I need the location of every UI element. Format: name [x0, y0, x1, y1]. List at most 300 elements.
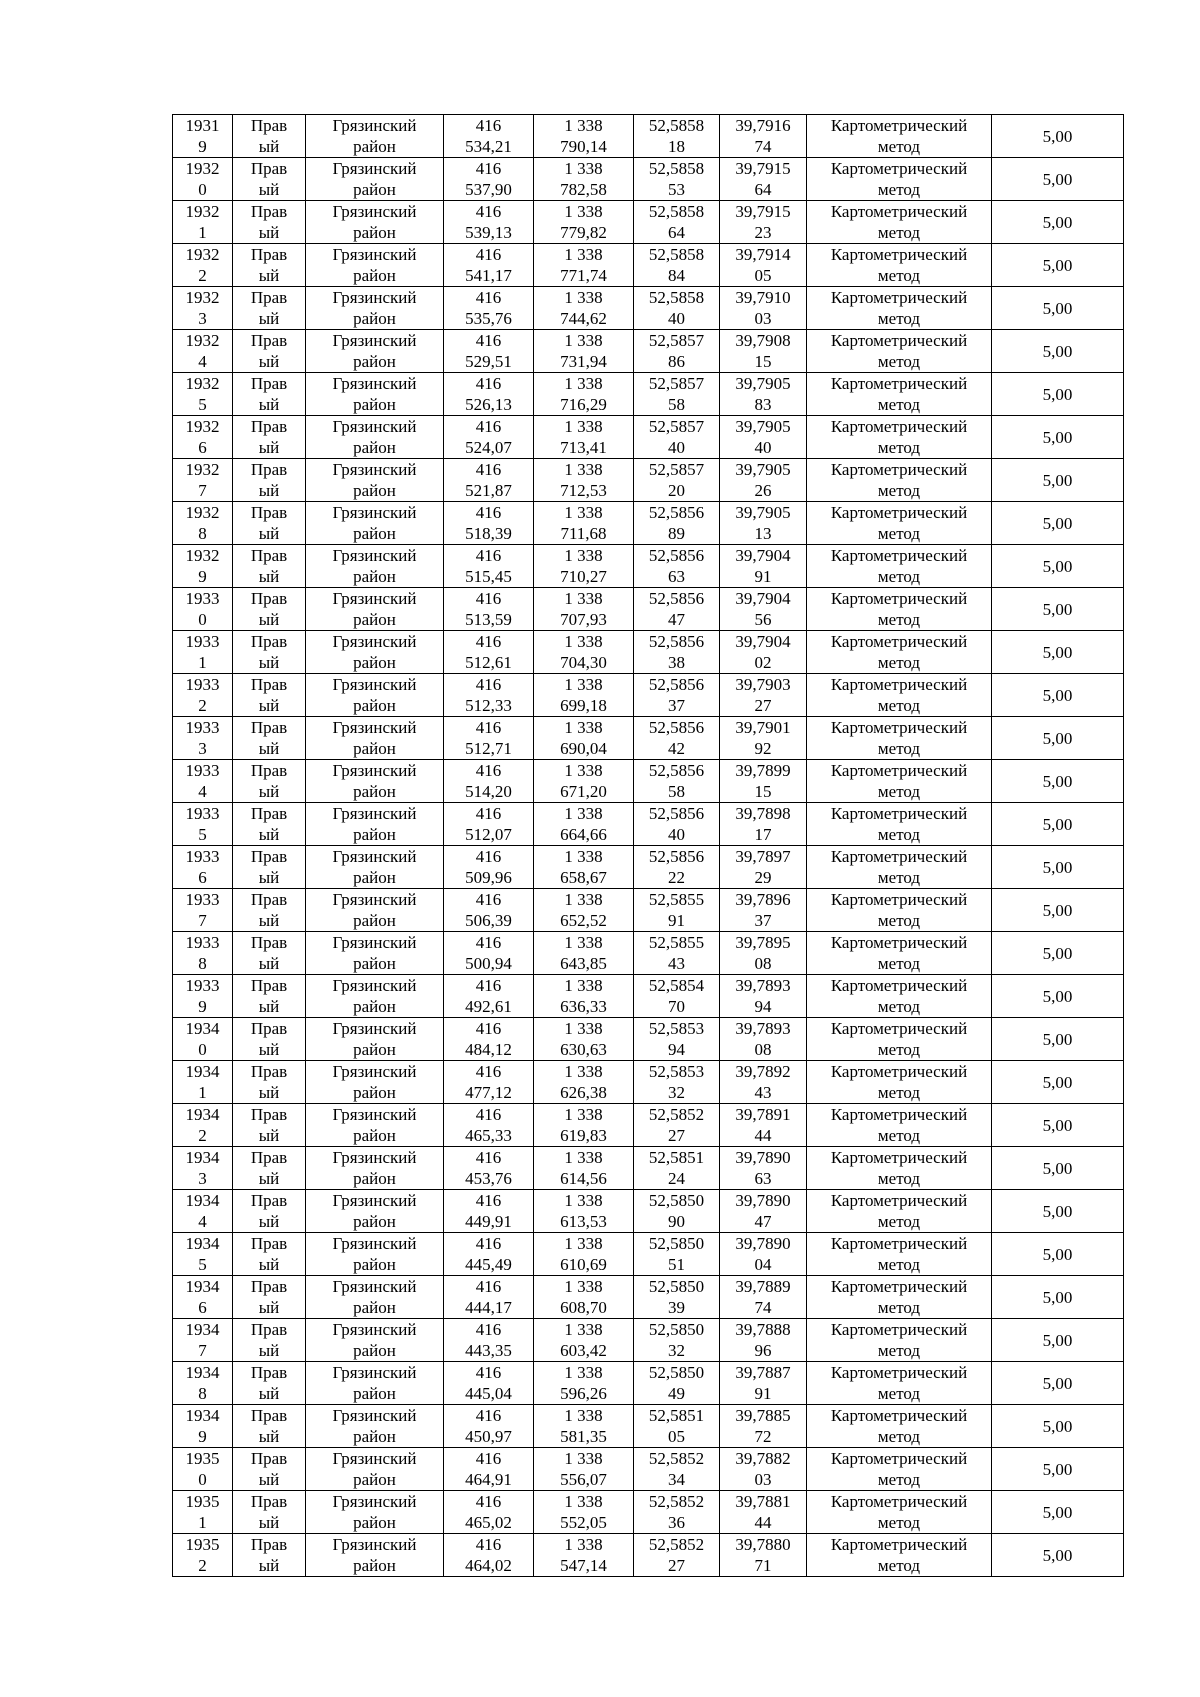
latitude-cell: [634, 1233, 720, 1276]
latitude-cell: [634, 1362, 720, 1405]
point-number-cell-line: 5: [198, 1255, 207, 1274]
table-row: [173, 803, 1124, 846]
latitude-cell-line: 52,5857: [648, 374, 705, 393]
longitude-cell-line: 39,7905: [735, 503, 791, 522]
longitude-cell-line: 13: [754, 524, 772, 543]
method-cell-line: Картометрический: [830, 1363, 968, 1382]
point-number-cell-line: 1934: [185, 1320, 220, 1339]
district-cell: [306, 1018, 444, 1061]
longitude-cell: [720, 1147, 807, 1190]
y-coordinate-cell-line: 1 338: [564, 546, 603, 565]
bank-side-cell-line: ый: [258, 653, 280, 672]
latitude-cell-line: 52,5856: [648, 503, 705, 522]
point-number-cell-line: 1932: [185, 417, 220, 436]
district-cell-line: Грязинский: [332, 1320, 417, 1339]
y-coordinate-cell: [534, 459, 634, 502]
method-cell-line: метод: [877, 1083, 921, 1102]
method-cell: [807, 201, 992, 244]
district-cell-line: район: [353, 610, 396, 629]
latitude-cell: [634, 1405, 720, 1448]
district-cell-line: район: [353, 696, 396, 715]
table-row: [173, 760, 1124, 803]
district-cell-line: Грязинский: [332, 374, 417, 393]
x-coordinate-cell: [444, 158, 534, 201]
point-number-cell-line: 9: [198, 137, 207, 156]
method-cell-line: метод: [877, 223, 921, 242]
district-cell-line: район: [353, 223, 396, 242]
y-coordinate-cell-line: 1 338: [564, 632, 603, 651]
y-coordinate-cell: [534, 158, 634, 201]
x-coordinate-cell-line: 465,02: [465, 1513, 512, 1532]
bank-side-cell-line: ый: [258, 954, 280, 973]
district-cell-line: район: [353, 1040, 396, 1059]
longitude-cell-line: 03: [754, 309, 772, 328]
longitude-cell-line: 26: [754, 481, 772, 500]
y-coordinate-cell-line: 1 338: [564, 1449, 603, 1468]
district-cell-line: Грязинский: [332, 847, 417, 866]
point-number-cell-line: 7: [198, 1341, 207, 1360]
x-coordinate-cell-line: 416: [475, 159, 502, 178]
district-cell-line: район: [353, 954, 396, 973]
longitude-cell: [720, 1061, 807, 1104]
district-cell-line: район: [353, 481, 396, 500]
table-row: [173, 1276, 1124, 1319]
district-cell-line: район: [353, 1255, 396, 1274]
bank-side-cell: [233, 287, 306, 330]
bank-side-cell-line: Прав: [250, 460, 288, 479]
method-cell-line: Картометрический: [830, 804, 968, 823]
table-row: [173, 889, 1124, 932]
longitude-cell-line: 47: [754, 1212, 772, 1231]
latitude-cell-line: 52,5850: [648, 1363, 705, 1382]
y-coordinate-cell-line: 581,35: [560, 1427, 607, 1446]
point-number-cell-line: 0: [198, 1040, 207, 1059]
method-cell-line: метод: [877, 1513, 921, 1532]
x-coordinate-cell-line: 443,35: [465, 1341, 512, 1360]
x-coordinate-cell: [444, 1491, 534, 1534]
longitude-cell-line: 56: [754, 610, 772, 629]
x-coordinate-cell: [444, 1147, 534, 1190]
point-number-cell-line: 1932: [185, 245, 220, 264]
y-coordinate-cell: [534, 330, 634, 373]
point-number-cell-line: 3: [198, 309, 207, 328]
point-number-cell: [173, 1448, 233, 1491]
district-cell-line: район: [353, 1126, 396, 1145]
table-row: [173, 1233, 1124, 1276]
longitude-cell-line: 39,7910: [735, 288, 791, 307]
point-number-cell-line: 1933: [185, 847, 220, 866]
bank-side-cell-line: Прав: [250, 288, 288, 307]
district-cell-line: район: [353, 524, 396, 543]
table-row: [173, 631, 1124, 674]
point-number-cell-line: 2: [198, 266, 207, 285]
latitude-cell: [634, 1190, 720, 1233]
method-cell-line: метод: [877, 309, 921, 328]
point-number-cell: [173, 201, 233, 244]
y-coordinate-cell: [534, 416, 634, 459]
table-row: [173, 115, 1124, 158]
bank-side-cell: [233, 1061, 306, 1104]
y-coordinate-cell: [534, 932, 634, 975]
bank-side-cell-line: ый: [258, 137, 280, 156]
bank-side-cell-line: ый: [258, 1341, 280, 1360]
y-coordinate-cell-line: 1 338: [564, 933, 603, 952]
longitude-cell-line: 39,7899: [735, 761, 791, 780]
district-cell: [306, 717, 444, 760]
latitude-cell: [634, 158, 720, 201]
latitude-cell-line: 40: [668, 438, 685, 457]
longitude-cell-line: 91: [754, 567, 772, 586]
x-coordinate-cell-line: 416: [475, 1277, 502, 1296]
y-coordinate-cell-line: 711,68: [560, 524, 607, 543]
accuracy-cell: 5,00: [992, 1491, 1124, 1534]
latitude-cell-line: 40: [668, 309, 685, 328]
method-cell-line: Картометрический: [830, 933, 968, 952]
longitude-cell-line: 74: [754, 1298, 772, 1317]
x-coordinate-cell-line: 416: [475, 1234, 502, 1253]
latitude-cell-line: 52,5850: [648, 1191, 705, 1210]
bank-side-cell-line: Прав: [250, 417, 288, 436]
y-coordinate-cell: [534, 1276, 634, 1319]
district-cell-line: Грязинский: [332, 1277, 417, 1296]
district-cell: [306, 674, 444, 717]
accuracy-cell: 5,00: [992, 760, 1124, 803]
bank-side-cell-line: ый: [258, 309, 280, 328]
longitude-cell-line: 64: [754, 180, 772, 199]
district-cell-line: район: [353, 1169, 396, 1188]
x-coordinate-cell-line: 535,76: [465, 309, 512, 328]
y-coordinate-cell-line: 630,63: [560, 1040, 607, 1059]
x-coordinate-cell-line: 416: [475, 589, 502, 608]
point-number-cell: [173, 330, 233, 373]
district-cell-line: Грязинский: [332, 1019, 417, 1038]
method-cell-line: Картометрический: [830, 1148, 968, 1167]
point-number-cell-line: 2: [198, 696, 207, 715]
longitude-cell-line: 15: [754, 782, 772, 801]
method-cell-line: метод: [877, 180, 921, 199]
longitude-cell: [720, 1491, 807, 1534]
x-coordinate-cell: [444, 545, 534, 588]
point-number-cell-line: 1934: [185, 1406, 220, 1425]
accuracy-cell: 5,00: [992, 1362, 1124, 1405]
method-cell-line: Картометрический: [830, 675, 968, 694]
accuracy-cell: 5,00: [992, 201, 1124, 244]
longitude-cell-line: 44: [754, 1513, 772, 1532]
table-row: [173, 717, 1124, 760]
accuracy-cell: 5,00: [992, 373, 1124, 416]
latitude-cell-line: 52,5856: [648, 804, 705, 823]
longitude-cell-line: 43: [754, 1083, 772, 1102]
table-row: [173, 1405, 1124, 1448]
point-number-cell-line: 1932: [185, 374, 220, 393]
accuracy-cell: 5,00: [992, 1104, 1124, 1147]
method-cell: [807, 588, 992, 631]
longitude-cell: [720, 545, 807, 588]
y-coordinate-cell: [534, 1405, 634, 1448]
latitude-cell-line: 52,5858: [648, 202, 705, 221]
bank-side-cell-line: Прав: [250, 202, 288, 221]
longitude-cell: [720, 244, 807, 287]
district-cell: [306, 459, 444, 502]
x-coordinate-cell-line: 416: [475, 331, 502, 350]
latitude-cell-line: 84: [668, 266, 685, 285]
latitude-cell-line: 52,5856: [648, 546, 705, 565]
latitude-cell-line: 52,5856: [648, 589, 705, 608]
latitude-cell-line: 86: [668, 352, 685, 371]
bank-side-cell-line: ый: [258, 1040, 280, 1059]
y-coordinate-cell-line: 1 338: [564, 159, 603, 178]
longitude-cell-line: 39,7882: [735, 1449, 791, 1468]
point-number-cell-line: 9: [198, 1427, 207, 1446]
bank-side-cell-line: Прав: [250, 718, 288, 737]
y-coordinate-cell-line: 552,05: [560, 1513, 607, 1532]
y-coordinate-cell-line: 608,70: [560, 1298, 607, 1317]
latitude-cell-line: 18: [668, 137, 685, 156]
longitude-cell-line: 39,7896: [735, 890, 791, 909]
x-coordinate-cell: [444, 1448, 534, 1491]
method-cell: [807, 1448, 992, 1491]
district-cell: [306, 373, 444, 416]
longitude-cell-line: 39,7890: [735, 1234, 791, 1253]
accuracy-cell: 5,00: [992, 674, 1124, 717]
longitude-cell: [720, 1362, 807, 1405]
method-cell: [807, 459, 992, 502]
table-row: [173, 158, 1124, 201]
method-cell-line: Картометрический: [830, 245, 968, 264]
method-cell-line: Картометрический: [830, 1320, 968, 1339]
latitude-cell: [634, 416, 720, 459]
bank-side-cell-line: Прав: [250, 331, 288, 350]
longitude-cell: [720, 1276, 807, 1319]
y-coordinate-cell-line: 1 338: [564, 460, 603, 479]
district-cell-line: район: [353, 309, 396, 328]
y-coordinate-cell-line: 664,66: [560, 825, 607, 844]
x-coordinate-cell-line: 445,49: [465, 1255, 512, 1274]
y-coordinate-cell-line: 1 338: [564, 288, 603, 307]
point-number-cell-line: 1935: [185, 1449, 220, 1468]
x-coordinate-cell-line: 416: [475, 460, 502, 479]
district-cell: [306, 1233, 444, 1276]
y-coordinate-cell-line: 712,53: [560, 481, 607, 500]
point-number-cell: [173, 1061, 233, 1104]
x-coordinate-cell: [444, 459, 534, 502]
table-row: [173, 287, 1124, 330]
method-cell: [807, 330, 992, 373]
y-coordinate-cell-line: 1 338: [564, 847, 603, 866]
point-number-cell: [173, 158, 233, 201]
point-number-cell: [173, 717, 233, 760]
x-coordinate-cell: [444, 287, 534, 330]
x-coordinate-cell-line: 416: [475, 202, 502, 221]
method-cell-line: Картометрический: [830, 1406, 968, 1425]
bank-side-cell: [233, 588, 306, 631]
point-number-cell: [173, 416, 233, 459]
bank-side-cell-line: ый: [258, 266, 280, 285]
method-cell-line: Картометрический: [830, 761, 968, 780]
latitude-cell: [634, 760, 720, 803]
y-coordinate-cell-line: 613,53: [560, 1212, 607, 1231]
x-coordinate-cell: [444, 889, 534, 932]
point-number-cell: [173, 1405, 233, 1448]
method-cell-line: метод: [877, 266, 921, 285]
x-coordinate-cell: [444, 846, 534, 889]
method-cell-line: Картометрический: [830, 202, 968, 221]
y-coordinate-cell-line: 643,85: [560, 954, 607, 973]
longitude-cell-line: 15: [754, 352, 772, 371]
x-coordinate-cell-line: 416: [475, 546, 502, 565]
point-number-cell: [173, 1233, 233, 1276]
district-cell: [306, 846, 444, 889]
longitude-cell-line: 39,7915: [735, 202, 791, 221]
table-row: [173, 1018, 1124, 1061]
latitude-cell-line: 49: [668, 1384, 685, 1403]
district-cell-line: район: [353, 567, 396, 586]
latitude-cell: [634, 846, 720, 889]
table-row: [173, 1147, 1124, 1190]
method-cell-line: Картометрический: [830, 331, 968, 350]
longitude-cell-line: 39,7914: [735, 245, 791, 264]
latitude-cell: [634, 717, 720, 760]
longitude-cell: [720, 760, 807, 803]
latitude-cell-line: 52,5853: [648, 1019, 705, 1038]
district-cell-line: район: [353, 653, 396, 672]
accuracy-cell: 5,00: [992, 1405, 1124, 1448]
latitude-cell: [634, 287, 720, 330]
latitude-cell-line: 51: [668, 1255, 685, 1274]
bank-side-cell: [233, 502, 306, 545]
method-cell: [807, 244, 992, 287]
y-coordinate-cell: [534, 1018, 634, 1061]
longitude-cell: [720, 115, 807, 158]
accuracy-cell: 5,00: [992, 1276, 1124, 1319]
latitude-cell-line: 22: [668, 868, 685, 887]
longitude-cell-line: 39,7915: [735, 159, 791, 178]
x-coordinate-cell-line: 416: [475, 1191, 502, 1210]
y-coordinate-cell: [534, 1448, 634, 1491]
longitude-cell-line: 91: [754, 1384, 772, 1403]
latitude-cell-line: 52,5857: [648, 417, 705, 436]
point-number-cell-line: 1932: [185, 331, 220, 350]
latitude-cell-line: 52,5851: [648, 1406, 705, 1425]
district-cell-line: район: [353, 739, 396, 758]
latitude-cell: [634, 932, 720, 975]
table-row: [173, 244, 1124, 287]
latitude-cell-line: 52,5856: [648, 761, 705, 780]
accuracy-cell: 5,00: [992, 631, 1124, 674]
x-coordinate-cell-line: 416: [475, 847, 502, 866]
point-number-cell-line: 1934: [185, 1363, 220, 1382]
method-cell: [807, 1061, 992, 1104]
district-cell-line: район: [353, 868, 396, 887]
y-coordinate-cell-line: 1 338: [564, 1105, 603, 1124]
longitude-cell-line: 37: [754, 911, 772, 930]
latitude-cell-line: 39: [668, 1298, 685, 1317]
bank-side-cell-line: Прав: [250, 976, 288, 995]
bank-side-cell-line: Прав: [250, 933, 288, 952]
latitude-cell-line: 47: [668, 610, 685, 629]
bank-side-cell: [233, 1491, 306, 1534]
longitude-cell-line: 39,7897: [735, 847, 791, 866]
y-coordinate-cell-line: 1 338: [564, 976, 603, 995]
bank-side-cell: [233, 373, 306, 416]
bank-side-cell: [233, 846, 306, 889]
point-number-cell-line: 8: [198, 1384, 207, 1403]
y-coordinate-cell-line: 713,41: [560, 438, 607, 457]
accuracy-cell: 5,00: [992, 1061, 1124, 1104]
longitude-cell-line: 39,7903: [735, 675, 791, 694]
x-coordinate-cell-line: 526,13: [465, 395, 512, 414]
y-coordinate-cell-line: 1 338: [564, 1535, 603, 1554]
bank-side-cell-line: Прав: [250, 374, 288, 393]
bank-side-cell: [233, 674, 306, 717]
district-cell-line: Грязинский: [332, 718, 417, 737]
latitude-cell-line: 52,5858: [648, 116, 705, 135]
longitude-cell-line: 39,7916: [735, 116, 791, 135]
longitude-cell: [720, 201, 807, 244]
bank-side-cell-line: Прав: [250, 675, 288, 694]
x-coordinate-cell-line: 512,71: [465, 739, 512, 758]
bank-side-cell-line: ый: [258, 911, 280, 930]
method-cell-line: метод: [877, 567, 921, 586]
bank-side-cell: [233, 1104, 306, 1147]
method-cell-line: Картометрический: [830, 460, 968, 479]
x-coordinate-cell-line: 541,17: [465, 266, 512, 285]
bank-side-cell-line: ый: [258, 696, 280, 715]
point-number-cell-line: 1934: [185, 1277, 220, 1296]
x-coordinate-cell-line: 521,87: [465, 481, 512, 500]
y-coordinate-cell-line: 771,74: [560, 266, 607, 285]
bank-side-cell: [233, 244, 306, 287]
bank-side-cell-line: Прав: [250, 1191, 288, 1210]
district-cell-line: Грязинский: [332, 1062, 417, 1081]
method-cell: [807, 803, 992, 846]
accuracy-cell: 5,00: [992, 1534, 1124, 1577]
method-cell-line: метод: [877, 524, 921, 543]
bank-side-cell-line: ый: [258, 1298, 280, 1317]
district-cell-line: Грязинский: [332, 202, 417, 221]
method-cell: [807, 1362, 992, 1405]
y-coordinate-cell-line: 1 338: [564, 331, 603, 350]
latitude-cell-line: 52,5858: [648, 245, 705, 264]
coordinates-table-body: [173, 115, 1124, 1577]
longitude-cell: [720, 717, 807, 760]
longitude-cell-line: 39,7890: [735, 1191, 791, 1210]
bank-side-cell-line: ый: [258, 868, 280, 887]
district-cell: [306, 975, 444, 1018]
accuracy-cell: 5,00: [992, 1319, 1124, 1362]
x-coordinate-cell-line: 449,91: [465, 1212, 512, 1231]
district-cell-line: Грязинский: [332, 331, 417, 350]
method-cell: [807, 416, 992, 459]
x-coordinate-cell-line: 453,76: [465, 1169, 512, 1188]
point-number-cell-line: 1933: [185, 675, 220, 694]
method-cell-line: Картометрический: [830, 1062, 968, 1081]
coordinates-table: [172, 114, 1124, 1577]
point-number-cell: [173, 1104, 233, 1147]
method-cell-line: Картометрический: [830, 589, 968, 608]
point-number-cell-line: 1932: [185, 202, 220, 221]
y-coordinate-cell: [534, 803, 634, 846]
point-number-cell: [173, 846, 233, 889]
point-number-cell-line: 1932: [185, 159, 220, 178]
bank-side-cell: [233, 1319, 306, 1362]
method-cell-line: Картометрический: [830, 503, 968, 522]
y-coordinate-cell-line: 710,27: [560, 567, 607, 586]
bank-side-cell-line: Прав: [250, 632, 288, 651]
latitude-cell-line: 58: [668, 782, 685, 801]
method-cell-line: метод: [877, 352, 921, 371]
table-row: [173, 588, 1124, 631]
